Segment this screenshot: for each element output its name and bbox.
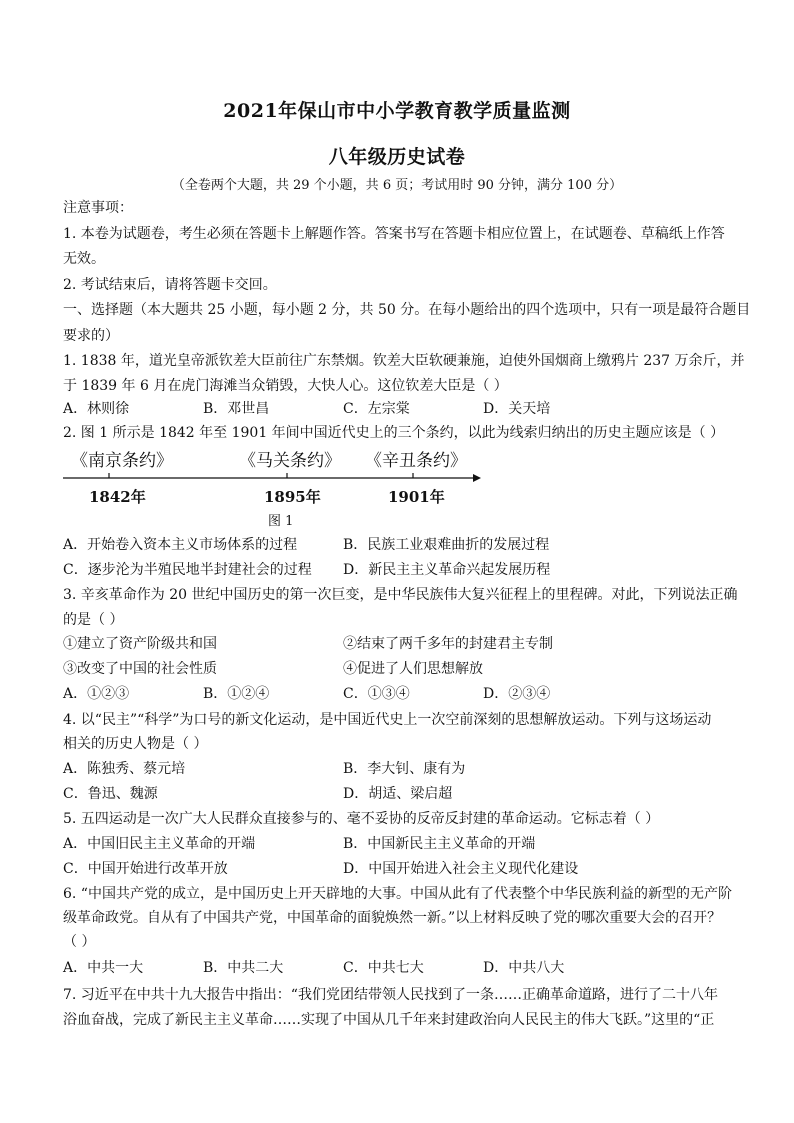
q4-option-c: C．鲁迅、魏源 bbox=[63, 786, 158, 802]
question-6-stem-cont: 级革命政党。自从有了中国共产党，中国革命的面貌焕然一新。”以上材料反映了党的哪次重要大会的召开？ bbox=[63, 910, 722, 926]
section-heading-cont: 要求的） bbox=[63, 328, 119, 344]
q3-statement-4: ④促进了人们思想解放 bbox=[343, 661, 483, 677]
q3-option-c: C．①③④ bbox=[343, 686, 410, 702]
q1-option-a: A．林则徐 bbox=[63, 401, 130, 417]
q3-statement-3: ③改变了中国的社会性质 bbox=[63, 661, 217, 677]
timeline-treaty-nanjing: 《南京条约》 bbox=[71, 451, 173, 471]
q6-option-c: C．中共七大 bbox=[343, 960, 424, 976]
notice-heading: 注意事项： bbox=[63, 200, 133, 216]
timeline-treaty-maguan: 《马关条约》 bbox=[239, 451, 341, 471]
timeline-treaty-xinchou: 《辛丑条约》 bbox=[365, 451, 467, 471]
q3-option-d: D．②③④ bbox=[483, 686, 551, 702]
q1-option-d: D．关天培 bbox=[483, 401, 551, 417]
question-6-answer-bracket: （ ） bbox=[63, 934, 96, 950]
question-1-stem: 1. 1838 年，道光皇帝派钦差大臣前往广东禁烟。钦差大臣软硬兼施，迫使外国烟商上缴鸦片 237 万余斤，并 bbox=[63, 353, 745, 369]
timeline-year-1901: 1901年 bbox=[388, 488, 445, 506]
timeline-year-1842: 1842年 bbox=[89, 488, 146, 506]
question-4-stem-cont: 相关的历史人物是（ ） bbox=[63, 736, 208, 752]
q5-option-c: C．中国开始进行改革开放 bbox=[63, 861, 228, 877]
notice-item-2: 2. 考试结束后，请将答题卡交回。 bbox=[63, 277, 277, 293]
timeline-year-1895: 1895年 bbox=[264, 488, 321, 506]
q3-option-b: B．①②④ bbox=[203, 686, 270, 702]
q2-option-b: B．民族工业艰难曲折的发展过程 bbox=[343, 537, 550, 553]
figure-1-timeline bbox=[63, 444, 493, 514]
q4-option-a: A．陈独秀、蔡元培 bbox=[63, 761, 186, 777]
q3-statement-1: ①建立了资产阶级共和国 bbox=[63, 636, 217, 652]
page-subtitle: 八年级历史试卷 bbox=[328, 146, 466, 168]
q4-option-b: B．李大钊、康有为 bbox=[343, 761, 466, 777]
figure-caption: 图 1 bbox=[268, 514, 294, 529]
q5-option-a: A．中国旧民主主义革命的开端 bbox=[63, 836, 256, 852]
question-4-stem: 4. 以“民主”“科学”为口号的新文化运动，是中国近代史上一次空前深刻的思想解放运动。下列与这场运动 bbox=[63, 712, 712, 728]
question-7-stem: 7. 习近平在中共十九大报告中指出：“我们党团结带领人民找到了一条……正确革命道路，进行了二十八年 bbox=[63, 987, 718, 1003]
q4-option-d: D．胡适、梁启超 bbox=[343, 786, 453, 802]
q3-option-a: A．①②③ bbox=[63, 686, 130, 702]
q5-option-b: B．中国新民主主义革命的开端 bbox=[343, 836, 536, 852]
question-7-stem-cont: 浴血奋战，完成了新民主主义革命……实现了中国从几千年来封建政治向人民民主的伟大飞跃。”这里的“正 bbox=[63, 1012, 715, 1028]
q2-option-d: D．新民主主义革命兴起发展历程 bbox=[343, 562, 551, 578]
q1-option-b: B．邓世昌 bbox=[203, 401, 270, 417]
q5-option-d: D．中国开始进入社会主义现代化建设 bbox=[343, 861, 579, 877]
q6-option-d: D．中共八大 bbox=[483, 960, 565, 976]
question-2-stem: 2. 图 1 所示是 1842 年至 1901 年间中国近代史上的三个条约，以此为线索归纳出的历史主题应该是（ ） bbox=[63, 425, 725, 441]
question-5-stem: 5. 五四运动是一次广大人民群众直接参与的、毫不妥协的反帝反封建的革命运动。它标志着（ ） bbox=[63, 811, 660, 827]
section-heading: 一、选择题（本大题共 25 小题，每小题 2 分，共 50 分。在每小题给出的四个选项中，只有一项是最符合题目 bbox=[63, 302, 751, 318]
q2-option-a: A．开始卷入资本主义市场体系的过程 bbox=[63, 537, 298, 553]
question-6-stem: 6. “中国共产党的成立，是中国历史上开天辟地的大事。中国从此有了代表整个中华民族利益的新型的无产阶 bbox=[63, 886, 732, 902]
exam-info: （全卷两个大题，共 29 个小题，共 6 页；考试用时 90 分钟，满分 100 分） bbox=[171, 178, 623, 193]
question-3-stem-cont: 的是（ ） bbox=[63, 612, 124, 628]
notice-item-1: 1. 本卷为试题卷，考生必须在答题卡上解题作答。答案书写在答题卡相应位置上，在试题卷、草稿纸上作答 bbox=[63, 226, 725, 242]
notice-item-1-cont: 无效。 bbox=[63, 251, 105, 267]
q6-option-a: A．中共一大 bbox=[63, 960, 144, 976]
page-title: 2021年保山市中小学教育教学质量监测 bbox=[223, 100, 571, 122]
q1-option-c: C．左宗棠 bbox=[343, 401, 410, 417]
q3-statement-2: ②结束了两千多年的封建君主专制 bbox=[343, 636, 553, 652]
q2-option-c: C．逐步沦为半殖民地半封建社会的过程 bbox=[63, 562, 312, 578]
timeline-axis bbox=[63, 470, 493, 486]
question-3-stem: 3. 辛亥革命作为 20 世纪中国历史的第一次巨变，是中华民族伟大复兴征程上的里程碑。对此，下列说法正确 bbox=[63, 587, 738, 603]
q6-option-b: B．中共二大 bbox=[203, 960, 284, 976]
question-1-stem-cont: 于 1839 年 6 月在虎门海滩当众销毁，大快人心。这位钦差大臣是（ ） bbox=[63, 378, 508, 394]
